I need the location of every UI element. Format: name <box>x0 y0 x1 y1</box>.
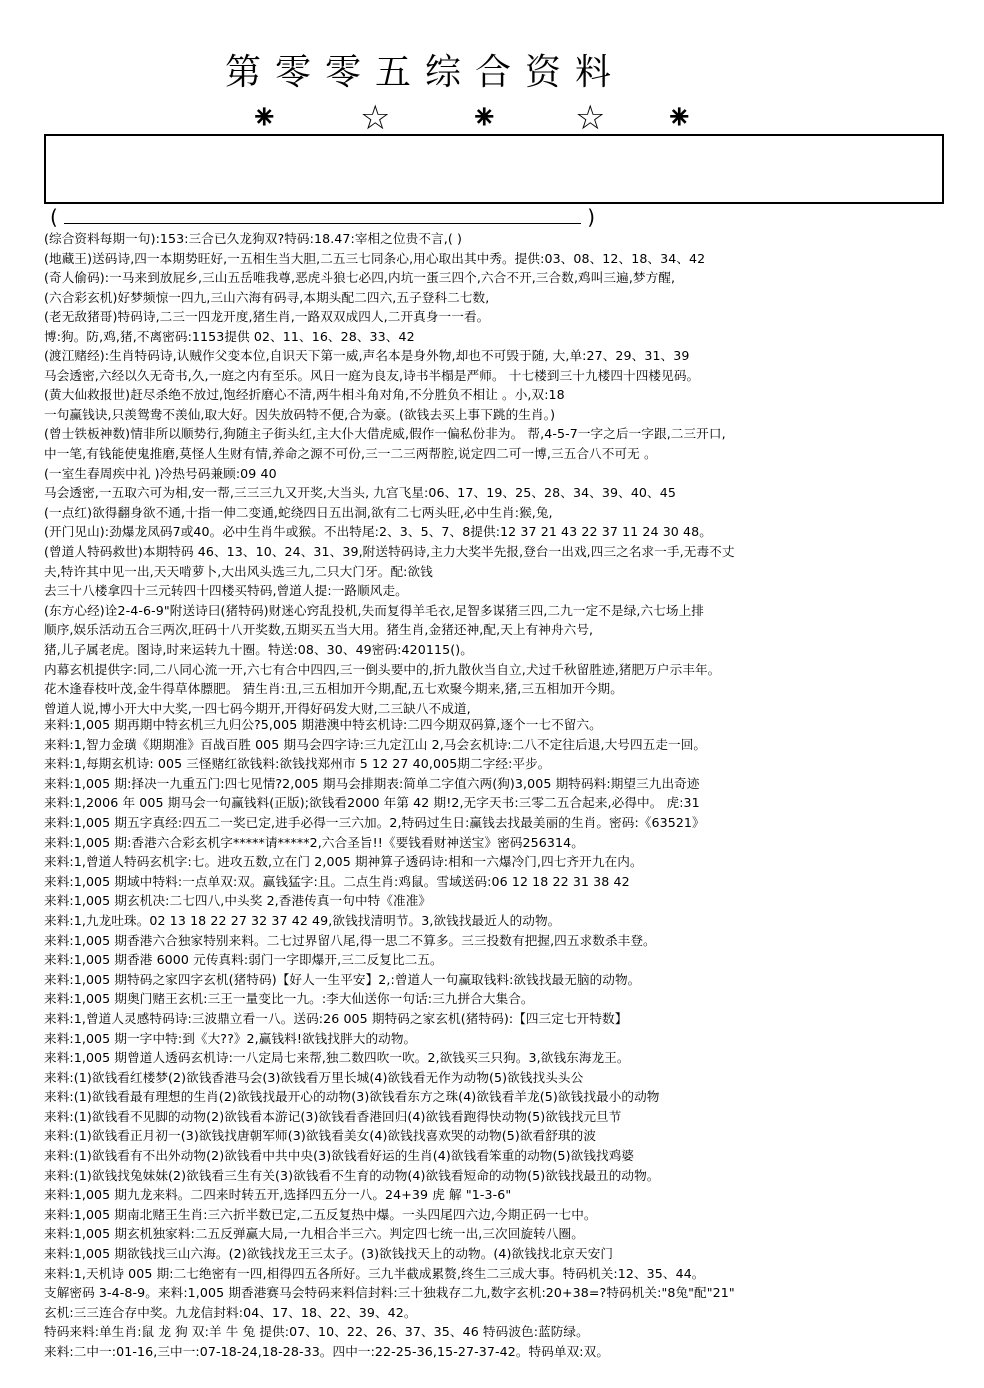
text-line: (东方心经)诠2-4-6-9"附送诗曰(猪特码)财迷心窍乱投机,失而复得羊毛衣,足智多谋猪三四,二九一定不是绿,六七场上排 <box>44 602 704 618</box>
right-bracket: ) <box>587 205 595 229</box>
text-line: 来料:1,005 期欲钱找三山六海。(2)欲钱找龙王三太子。(3)欲钱找天上的动物。(4)欲钱找北京天安门 <box>44 1246 614 1262</box>
text-line: 来料:1,每期玄机诗: 005 三怪赌红欲钱料:欲钱找郑州市 5 12 27 40,005期二字经:平步。 <box>44 756 551 772</box>
star-outline-icon: ☆ <box>575 98 606 138</box>
text-line: (一点红)欲得翻身欲不通,十指一伸二变通,蛇绕四日五出洞,欲有二七两头旺,必中生肖:猴,兔, <box>44 504 553 520</box>
text-line: (地藏王)送码诗,四一本期势旺好,一五相生当大胆,二五三七同条心,用心取出其中秀。提供:03、08、12、18、34、42 <box>44 250 706 266</box>
text-line: 来料:1,曾道人特码玄机字:七。进攻五数,立在门 2,005 期神算子透码诗:相和一六爆冷门,四七齐开九在内。 <box>44 854 643 870</box>
text-line: 来料:(1)欲钱看最有理想的生肖(2)欲钱找最开心的动物(3)欲钱看东方之珠(4)欲钱看羊龙(5)欲钱找最小的动物 <box>44 1089 660 1105</box>
text-line: (开门见山):劲爆龙凤码7或40。必中生肖牛或猴。不出特尾:2、3、5、7、8提供:12 37 21 43 22 37 11 24 30 48。 <box>44 524 712 540</box>
text-line: 来料:1,005 期玄机决:二七四八,中头奖 2,香港传真一句中特《准准》 <box>44 893 432 909</box>
text-line: 中一笔,有钱能使鬼推磨,莫怪人生财有情,养命之源不可份,三一二三两帮腔,说定四二可一博,三五合八不可无 。 <box>44 445 657 461</box>
text-line: 博:狗。防,鸡,猪,不离密码:1153提供 02、11、16、28、33、42 <box>44 328 415 344</box>
text-line: (渡江赌经):生肖特码诗,认贼作父变本位,自识天下第一威,声名本是身外物,却也不可毁于随, 大,单:27、29、31、39 <box>44 348 690 363</box>
text-line: 来料:1,天机诗 005 期:二七绝密有一四,相得四五各所好。三九半截成累赘,终生二三成大事。特码机关:12、35、44。 <box>44 1265 705 1281</box>
text-line: 来料:1,005 期香港六合独家特别来料。二七过界留八尾,得一思二不算多。三三投数有把握,四五求数杀丰登。 <box>44 932 656 948</box>
text-line: 来料:(1)欲钱看不见脚的动物(2)欲钱看本游记(3)欲钱看香港回归(4)欲钱看跑得快动物(5)欲钱找元旦节 <box>44 1108 622 1124</box>
text-line: 来料:1,005 期南北赌王生肖:三六折半数已定,二五反复热中爆。一头四尾四六边,今期正码一七中。 <box>44 1206 597 1222</box>
text-line: 花木逢春枝叶茂,金牛得草体膘肥。 猜生肖:丑,三五相加开今期,配,五七欢聚今期来,猪,三五相加开今期。 <box>44 681 623 697</box>
text-line: (老无敌猪哥)特码诗,二三一四龙开度,猪生肖,一路双双成四人,二开真身一一看。 <box>44 309 490 325</box>
text-line: 猪,儿子属老虎。图诗,时来运转九十圈。特送:08、30、49密码:420115()。 <box>44 641 473 657</box>
text-line: 来料:1,005 期九龙来料。二四来时转五开,选择四五分一八。24+39 虎 解 "1-3-6" <box>44 1187 512 1203</box>
text-line: 曾道人说,博小开大中大奖,一四七码今期开,开得好码发大财,二三缺八不成道, <box>44 700 471 716</box>
text-line: 内幕玄机提供字:同,二八同心流一开,六七有合中四四,三一倒头要中的,折九散伙当自立,犬过千秋留胜迹,猪肥万户示丰年。 <box>44 661 721 677</box>
text-line: 去三十八楼拿四十三元转四十四楼买特码,曾道人提:一路顺风走。 <box>44 583 408 599</box>
text-line: 来料:1,005 期曾道人透码玄机诗:一八定局七来帮,独二数四吹一吹。2,欲钱买三只狗。3,欲钱东海龙王。 <box>44 1050 630 1066</box>
text-line: 来料:1,005 期特码之家四字玄机(猪特码)【好人一生平安】2,:曾道人一句赢取钱料:欲钱找最无脑的动物。 <box>44 971 641 987</box>
text-line: 玄机:三三连合存中奖。九龙信封料:04、17、18、22、39、42。 <box>44 1304 417 1320</box>
text-line: 支解密码 3-4-8-9。来料:1,005 期香港赛马会特码来料信封料:三十独栽存二九,数字玄机:20+38=?特码机关:"8兔"配"21" <box>44 1285 735 1301</box>
text-line: 来料:1,005 期五字真经:四五二一奖已定,进手必得一三六加。2,特码过生日:赢钱去找最美丽的生肖。密码:《63521》 <box>44 814 705 830</box>
text-line: 来料:1,智力金璜《期期准》百战百胜 005 期马会四字诗:三九定江山 2,马会玄机诗:二八不定往后退,大号四五走一回。 <box>44 736 707 752</box>
text-line: (曾士铁板神数)情非所以顺势行,狗随主子街头红,主大仆大借虎威,假作一偏私份非为。 帮,4-5-7一字之后一字跟,二三开口, <box>44 426 726 442</box>
text-line: 来料:1,005 期一字中特:到《大??》2,赢钱料!欲钱找胖大的动物。 <box>44 1030 417 1046</box>
bracket-line <box>64 223 581 224</box>
text-line: 马会透密,一五取六可为相,安一帮,三三三九又开奖,大当头, 九宫飞星:06、17、19、25、28、34、39、40、45 <box>44 485 676 501</box>
text-line: 马会透密,六经以久无奇书,久,一庭之内有至乐。风日一庭为良友,诗书半榻是严师。 十七楼到三十九楼四十四楼见码。 <box>44 367 700 383</box>
text-line: 来料:1,005 期:香港六合彩玄机字*****请*****2,六合圣旨!!《要钱看财神送宝》密码256314。 <box>44 834 584 850</box>
text-line: 来料:1,005 期奥门赌王玄机:三王一量变比一九。:李大仙送你一句话:三九拼合大集合。 <box>44 991 534 1007</box>
left-bracket: ( <box>50 205 58 229</box>
text-line: (一室生春周疾中礼 )冷热号码兼顾:09 40 <box>44 465 277 481</box>
text-line: (曾道人特码救世)本期特码 46、13、10、24、31、39,附送特码诗,主力大奖半先报,登台一出戏,四三之名求一手,无毒不丈 <box>44 543 735 559</box>
text-line: 来料:二中一:01-16,三中一:07-18-24,18-28-33。四中一:22-25-36,15-27-37-42。特码单双:双。 <box>44 1344 610 1359</box>
text-line: 来料:1,005 期域中特料:一点单双:双。赢钱猛字:且。二点生肖:鸡鼠。雪域送码:06 12 18 22 31 38 42 <box>44 873 630 889</box>
asterisk-icon: ⁕ <box>470 98 499 138</box>
text-line: 来料:(1)欲钱看红楼梦(2)欲钱香港马会(3)欲钱看万里长城(4)欲钱看无作为动物(5)欲钱找头头公 <box>44 1069 584 1085</box>
text-line: 来料:(1)欲钱找兔妹妹(2)欲钱看三生有关(3)欲钱看不生育的动物(4)欲钱看短命的动物(5)欲钱找最丑的动物。 <box>44 1167 660 1183</box>
text-line: 来料:1,005 期:择决一九重五门:四七见情?2,005 期马会排期表:简单二字值六两(狗)3,005 期特码料:期望三九出奇迹 <box>44 775 700 791</box>
text-line: 来料:1,005 期玄机独家料:二五反弹赢大局,一九相合半三六。判定四七统一出,三次回旋转八圈。 <box>44 1226 584 1242</box>
text-line: 顺序,娱乐活动五合三两次,旺码十八开奖数,五期买五当大用。猪生肖,金猪还神,配,天上有神舟六号, <box>44 622 594 638</box>
text-line: 来料:1,005 期再期中特玄机三九归公?5,005 期港澳中特玄机诗:二四今期双码算,逐个一七不留六。 <box>44 717 602 732</box>
section-sources <box>44 715 954 1362</box>
text-line: 来料:1,005 期香港 6000 元传真料:弱门一字即爆开,三二反复比二五。 <box>44 952 443 968</box>
text-line: 一句赢钱诀,只羡鸳鸯不羡仙,取大好。因失放码特不便,合为豪。(欲钱去买上事下跳的生肖。) <box>44 406 556 422</box>
empty-frame <box>44 134 944 204</box>
star-outline-icon: ☆ <box>360 98 391 138</box>
text-line: 来料:(1)欲钱看有不出外动物(2)欲钱看中共中央(3)欲钱看好运的生肖(4)欲钱看笨重的动物(5)欲钱找鸡婆 <box>44 1148 635 1164</box>
text-line: (奇人偷码):一马来到放屁乡,三山五岳唯我尊,恶虎斗狼七必四,内坑一蛋三四个,六合不开,三合数,鸡叫三遍,梦方醒, <box>44 270 676 286</box>
asterisk-icon: ⁕ <box>665 98 694 138</box>
text-line: 夫,特许其中见一出,天天啃萝卜,大出风头选三九,二只大门牙。配:欲钱 <box>44 563 433 579</box>
text-line: 特码来料:单生肖:鼠 龙 狗 双:羊 牛 兔 提供:07、10、22、26、37、35、46 特码波色:蓝防绿。 <box>44 1324 589 1340</box>
asterisk-icon: ⁕ <box>250 98 279 138</box>
text-line: (黄大仙救报世)赶尽杀绝不放过,饱经折磨心不清,两牛相斗角对角,不分胜负不相让 。小,双:18 <box>44 387 565 403</box>
section-intro <box>44 229 954 347</box>
page-title: 第零零五综合资料 <box>225 52 626 93</box>
text-line: 来料:1,2006 年 005 期马会一句赢钱料(正版);欲钱看2000 年第 42 期!2,无字天书:三零二五合起来,必得中。 虎:31 <box>44 795 700 811</box>
text-line: 来料:(1)欲钱看正月初一(3)欲钱找唐朝军师(3)欲钱看美女(4)欲钱找喜欢哭的动物(5)欲看舒琪的波 <box>44 1128 597 1144</box>
bracket-divider <box>50 206 595 228</box>
text-line: 来料:1,曾道人灵感特码诗:三波鼎立看一八。送码:26 005 期特码之家玄机(猪特码):【四三定七开特数】 <box>44 1010 628 1026</box>
text-line: (综合资料每期一句):153:三合已久龙狗双?特码:18.47:宰相之位贵不言,( ) <box>44 231 462 246</box>
text-line: 来料:1,九龙吐珠。02 13 18 22 27 32 37 42 49,欲钱找清明节。3,欲钱找最近人的动物。 <box>44 912 561 928</box>
section-predictions <box>44 346 954 718</box>
text-line: (六合彩玄机)好梦频惊一四九,三山六海有码寻,本期头配二四六,五子登科二七数, <box>44 289 490 305</box>
